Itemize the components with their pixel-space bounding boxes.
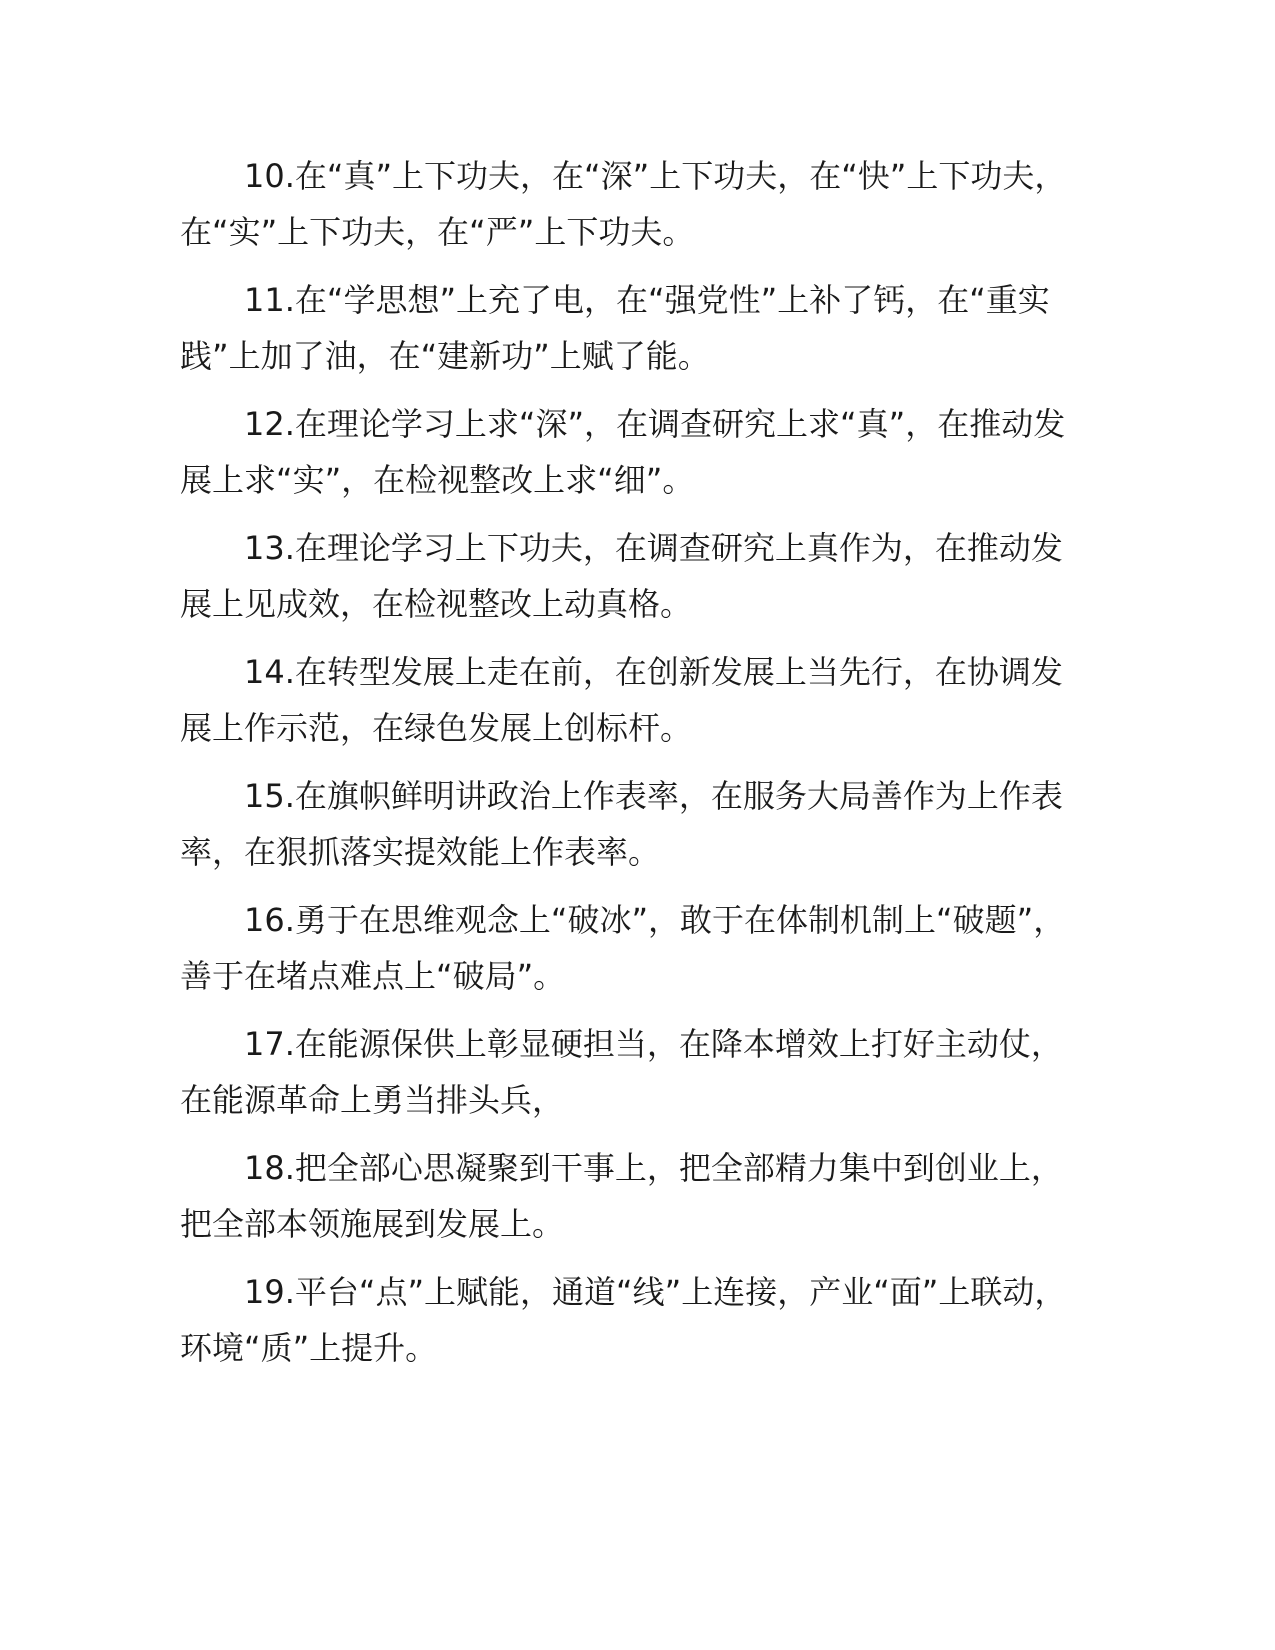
paragraph-17: 17.在能源保供上彰显硬担当，在降本增效上打好主动仗，在能源革命上勇当排头兵， [180,1025,1063,1119]
paragraph-18: 18.把全部心思凝聚到干事上，把全部精力集中到创业上，把全部本领施展到发展上。 [180,1149,1063,1243]
document-body [180,148,1080,1388]
paragraph-14: 14.在转型发展上走在前，在创新发展上当先行，在协调发展上作示范，在绿色发展上创标杆。 [180,653,1063,747]
paragraph-12: 12.在理论学习上求“深”，在调查研究上求“真”，在推动发展上求“实”，在检视整改上求“细”。 [180,405,1066,499]
paragraph-10: 10.在“真”上下功夫，在“深”上下功夫，在“快”上下功夫，在“实”上下功夫，在“严”上下功夫。 [180,157,1067,251]
paragraph-15: 15.在旗帜鲜明讲政治上作表率，在服务大局善作为上作表率，在狠抓落实提效能上作表率。 [180,777,1063,871]
paragraph-13: 13.在理论学习上下功夫，在调查研究上真作为，在推动发展上见成效，在检视整改上动真格。 [180,529,1063,623]
paragraph-19: 19.平台“点”上赋能，通道“线”上连接，产业“面”上联动，环境“质”上提升。 [180,1273,1067,1367]
paragraph-11: 11.在“学思想”上充了电，在“强党性”上补了钙，在“重实践”上加了油，在“建新功”上赋了能。 [180,281,1050,375]
paragraph-16: 16.勇于在思维观念上“破冰”，敢于在体制机制上“破题”，善于在堵点难点上“破局”。 [180,901,1066,995]
